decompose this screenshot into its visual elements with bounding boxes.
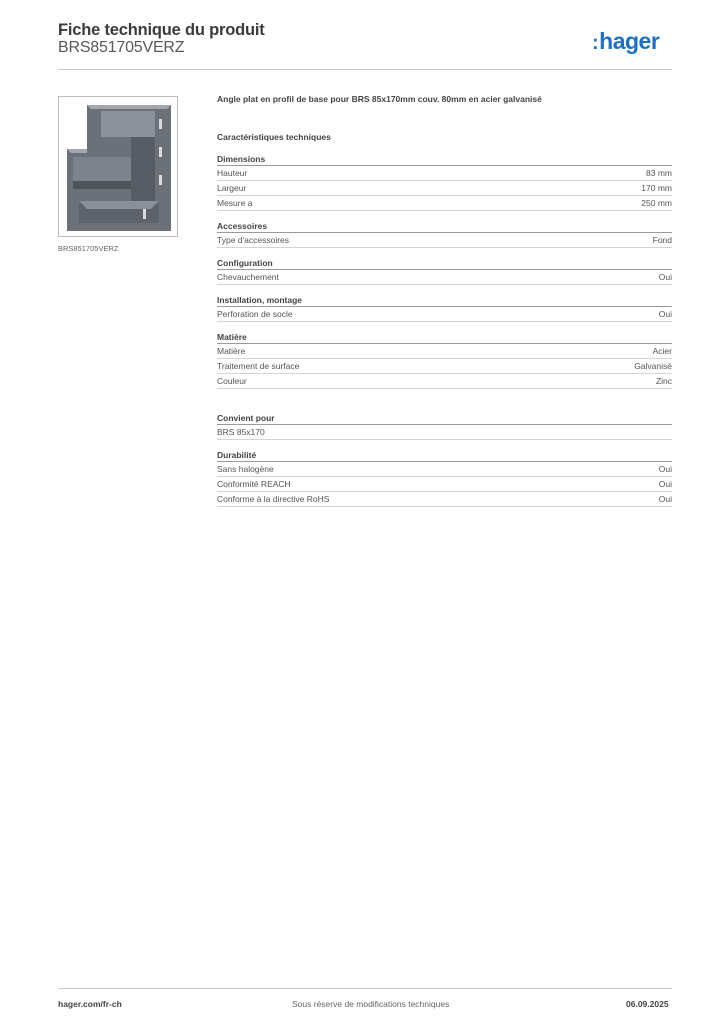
group-title: Installation, montage xyxy=(217,293,672,307)
spec-label: Matière xyxy=(217,346,246,356)
group-title: Matière xyxy=(217,330,672,344)
spec-group-accessoires xyxy=(217,219,672,248)
logo-text: hager xyxy=(599,28,660,54)
spec-label: Type d'accessoires xyxy=(217,235,290,245)
spec-row xyxy=(217,196,672,211)
spec-label: BRS 85x170 xyxy=(217,427,265,437)
spec-value: Oui xyxy=(658,272,672,282)
specs-section xyxy=(217,92,672,515)
spec-group-durabilite xyxy=(217,448,672,507)
product-image xyxy=(58,96,178,237)
specs-heading: Caractéristiques techniques xyxy=(217,132,331,142)
footer-url[interactable]: hager.com/fr-ch xyxy=(58,999,122,1009)
spec-value: Oui xyxy=(658,464,672,474)
image-caption: BRS851705VERZ xyxy=(58,244,119,253)
spec-row xyxy=(217,492,672,507)
spec-row xyxy=(217,425,672,440)
spec-group-installation xyxy=(217,293,672,322)
spec-label: Largeur xyxy=(217,183,247,193)
spec-label: Chevauchement xyxy=(217,272,279,282)
spec-value: 170 mm xyxy=(641,183,672,193)
spec-label: Perforation de socle xyxy=(217,309,293,319)
hager-logo xyxy=(592,28,659,55)
spec-row xyxy=(217,344,672,359)
logo-dots: : xyxy=(592,32,599,54)
spec-value: Acier xyxy=(652,346,672,356)
spec-group-dimensions xyxy=(217,152,672,211)
spec-label: Conforme à la directive RoHS xyxy=(217,494,330,504)
spec-row xyxy=(217,270,672,285)
spec-label: Hauteur xyxy=(217,168,248,178)
spec-label: Traitement de surface xyxy=(217,361,300,371)
spec-value: Zinc xyxy=(655,376,672,386)
spec-row xyxy=(217,166,672,181)
spec-label: Mesure a xyxy=(217,198,253,208)
group-title: Convient pour xyxy=(217,411,672,425)
spec-row xyxy=(217,462,672,477)
spec-group-matiere xyxy=(217,330,672,389)
spec-label: Couleur xyxy=(217,376,247,386)
page-title: Fiche technique du produit xyxy=(58,21,265,39)
spec-value: Oui xyxy=(658,309,672,319)
footer-note: Sous réserve de modifications techniques xyxy=(292,999,450,1009)
group-title: Configuration xyxy=(217,256,672,270)
spec-row xyxy=(217,233,672,248)
spec-group-configuration xyxy=(217,256,672,285)
spec-row xyxy=(217,181,672,196)
footer-date: 06.09.2025 xyxy=(626,999,669,1009)
spec-row xyxy=(217,477,672,492)
group-title: Accessoires xyxy=(217,219,672,233)
spec-label: Conformité REACH xyxy=(217,479,291,489)
product-reference: BRS851705VERZ xyxy=(58,39,185,56)
spec-row xyxy=(217,307,672,322)
spec-value: Galvanisé xyxy=(634,361,672,371)
spec-value: Oui xyxy=(658,494,672,504)
spec-label: Sans halogène xyxy=(217,464,274,474)
product-description: Angle plat en profil de base pour BRS 85x170mm couv. 80mm en acier galvanisé xyxy=(217,94,542,104)
spec-value: 83 mm xyxy=(646,168,672,178)
group-title: Dimensions xyxy=(217,152,672,166)
group-title: Durabilité xyxy=(217,448,672,462)
spec-group-convient-pour xyxy=(217,411,672,440)
spec-row xyxy=(217,359,672,374)
footer-divider xyxy=(58,988,672,989)
spec-row xyxy=(217,374,672,389)
spec-value: Fond xyxy=(652,235,672,245)
header-divider xyxy=(58,69,672,70)
spec-value: Oui xyxy=(658,479,672,489)
spec-value: 250 mm xyxy=(641,198,672,208)
product-illustration xyxy=(59,97,177,236)
